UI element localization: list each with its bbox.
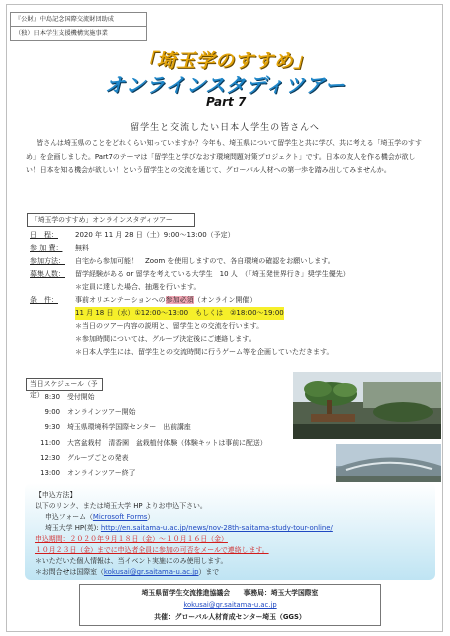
apply-privacy: ＊いただいた個人情報は、当イベント実施にのみ使用します。 [35,557,228,565]
form-suffix: ） [147,513,155,521]
footer-email-link[interactable]: kokusai@gr.saitama-u.ac.jp [183,601,277,609]
condition-label: 条 件： [30,296,58,304]
bonsai-photo [293,372,441,439]
apply-intro: 以下のリンク、または埼玉大学 HP よりお申込下さい。 [35,502,207,510]
detail-method [30,255,430,268]
detail-note [30,320,430,333]
orientation-time: 11 月 18 日（水）①12:00～13:00 もしくは ②18:00～19:00 [75,307,284,320]
sponsor-box [10,12,147,41]
schedule-item [26,420,267,435]
title-sub: オンラインスタディツアー [104,73,346,97]
recruit-note: ＊定員に達した場合、抽選を行います。 [75,283,201,291]
building-photo-art [336,444,441,482]
note-text: ＊参加時間については、グループ決定後にご連絡します。 [75,335,256,343]
method-value: 自宅から参加可能！ Zoom を使用しますので、各自環境の確認をお願いします。 [75,257,335,265]
schedule-time: 12:30 [40,453,60,462]
bonsai-photo-art [293,372,441,439]
schedule-text: オンラインツアー開始 [67,408,136,417]
condition-pre: 事前オリエンテーションへの [75,296,166,304]
schedule-time: 11:00 [40,438,60,447]
detail-note [30,333,430,346]
schedule-text: グループごとの発表 [67,453,129,462]
center-building-photo [336,444,441,482]
organizer-footer [79,584,381,626]
detail-recruit-note [30,281,430,294]
schedule-time: 9:30 [44,423,60,432]
schedule-time: 13:00 [40,468,60,477]
sponsor-line: 『公財』中島記念国際交流財団助成 [15,16,114,23]
detail-fee [30,242,430,255]
note-text: ＊当日のツアー内容の説明と、留学生との交流を行います。 [75,322,264,330]
intro-paragraph: 皆さんは埼玉県のことをどれくらい知っていますか？今年も、埼玉県について留学生と共に学び、共に考える「埼玉学のすすめ」を企画しました。Part7のテーマは「留学生と学びなおす環境問題対策プロジェクト」です。日本の友人を作る機会が欲しい！日本を知る機会が欲しい！という留学生との交流を通じて、グローバル人材への第一歩を踏み出してみませんか。 [26,139,422,174]
note-text: ＊日本人学生には、留学生との交流時間に行うゲーム等を企画していただきます。 [75,348,334,356]
application-panel [25,483,435,580]
schedule-time: 9:00 [44,408,60,417]
schedule-list [26,390,267,481]
detail-orientation [30,307,430,320]
schedule-title-box: 当日スケジュール（予定） [26,378,103,391]
detail-condition [30,294,430,307]
apply-period: 申込期間：２０２０年９月１８日（金）～１０月１６日（金） [35,535,228,543]
details-title-box: 「埼玉学のすすめ」オンラインスタディツアー [27,213,195,227]
forms-link[interactable]: Microsoft Forms [92,513,148,521]
condition-value [75,294,256,307]
detail-date [30,229,430,242]
details-list [30,229,430,359]
schedule-item [26,436,267,451]
fee-label: 参 加 費： [30,244,63,252]
schedule-item [26,405,267,420]
schedule-text: 埼玉県環境科学国際センター 出前講座 [67,423,191,432]
hp-link[interactable]: http://en.saitama-u.ac.jp/news/nov-28th-saitama-study-tour-online/ [100,524,333,532]
footer-cosponsor: 共催：グローバル人材育成センター埼玉（GGS） [154,613,306,621]
schedule-time: 8:30 [44,393,60,401]
condition-post: （オンライン開催） [193,296,257,304]
apply-hp-line [45,522,333,532]
apply-inquiry [35,566,219,576]
detail-note [30,346,430,359]
schedule-item [26,451,267,466]
inquiry-prefix: ＊お問合せは国際室（ [35,568,104,576]
date-value: 2020 年 11 月 28 日（土）9:00～13:00（予定） [75,231,235,239]
apply-form-line [45,511,154,521]
recruit-label: 募集人数： [30,270,65,278]
method-label: 参加方法： [30,257,65,265]
title-main: 「埼玉学のすすめ」 [137,50,313,72]
schedule-text: オンラインツアー終了 [67,468,136,477]
detail-recruit [30,268,430,281]
schedule-text: 受付開始 [67,393,95,401]
schedule-item [26,390,267,405]
subheading: 留学生と交流したい日本人学生の皆さんへ [130,123,320,133]
date-label: 日 程： [30,231,58,239]
inquiry-email-link[interactable]: kokusai@gr.saitama-u.ac.jp [103,568,199,576]
apply-notice: １０月２３日（金）までに申込者全員に参加の可否をメールで連絡します。 [35,546,269,554]
condition-required-badge: 参加必須 [165,296,194,304]
schedule-item [26,466,267,481]
sponsor-line: （独）日本学生支援機構実施事業 [11,26,146,40]
form-prefix: 申込フォーム（ [45,513,93,521]
title-part: Part 7 [206,95,247,109]
apply-title: 【申込方法】 [35,491,77,499]
footer-org: 埼玉県留学生交流推進協議会 事務局：埼玉大学国際室 [141,589,319,597]
fee-value: 無料 [75,244,89,252]
schedule-text: 大宮盆栽村 清香園 盆栽植付体験（体験キットは事前に配送） [67,438,267,447]
recruit-value: 留学経験がある or 留学を考えている大学生 10 人 （「埼玉発世界行き」奨学生優先） [75,270,350,278]
inquiry-suffix: ）まで [198,568,220,576]
hp-label: 埼玉大学 HP(英): [45,524,101,532]
